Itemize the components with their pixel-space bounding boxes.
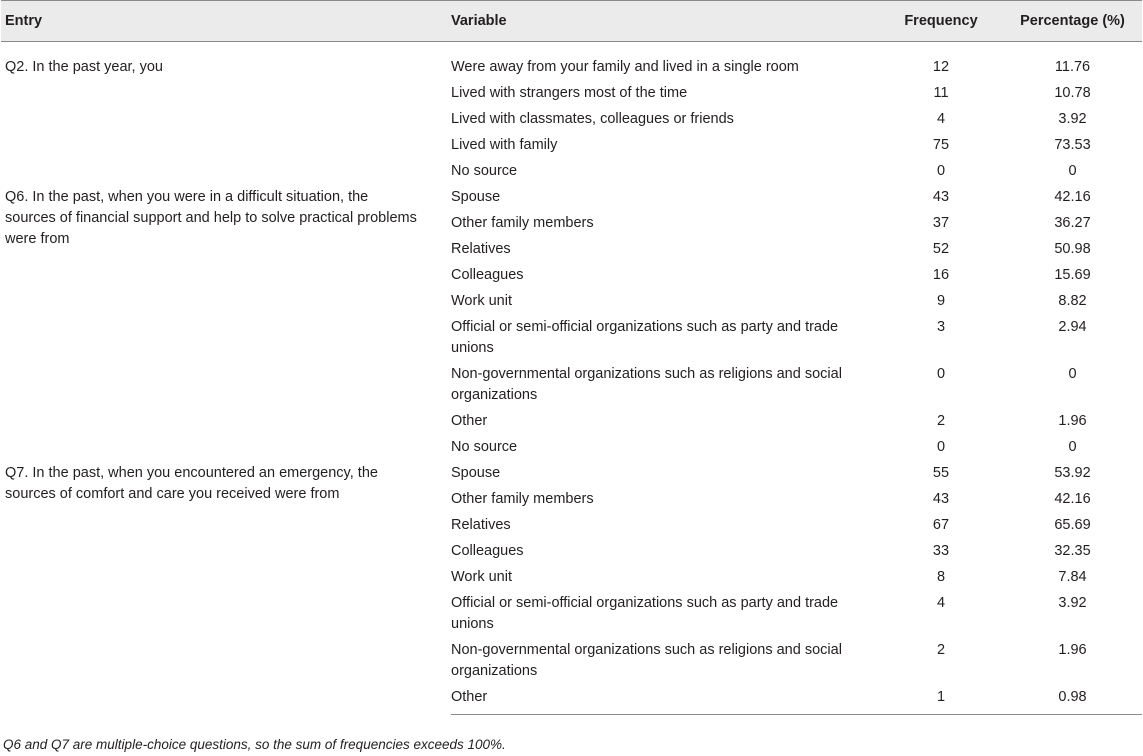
frequency-cell: 2 [936, 642, 946, 658]
variable-cell: Lived with classmates, colleagues or friends [451, 111, 734, 127]
variable-cell: No source [451, 439, 518, 455]
frequency-cell: 3 [936, 319, 946, 335]
variable-cell: Colleagues [451, 267, 524, 283]
entry-cell: Q7. In the past, when you encountered an emergency, the sources of comfort and care you received were from [5, 465, 378, 502]
percentage-cell: 15.69 [1054, 267, 1091, 283]
frequency-cell: 2 [936, 413, 946, 429]
entry-cell: Q6. In the past, when you were in a difficult situation, the sources of financial support and help to solve practical problems were from [5, 189, 417, 247]
percentage-cell: 3.92 [1058, 595, 1087, 611]
frequency-cell: 12 [932, 59, 950, 75]
frequency-cell: 4 [936, 595, 946, 611]
percentage-cell: 8.82 [1058, 293, 1087, 309]
table-row [1, 42, 1142, 81]
percentage-cell: 3.92 [1058, 111, 1087, 127]
frequency-cell: 9 [936, 293, 946, 309]
frequency-cell: 4 [936, 111, 946, 127]
percentage-cell: 2.94 [1058, 319, 1087, 335]
variable-cell: Non-governmental organizations such as religions and social organizations [451, 642, 842, 679]
percentage-cell: 42.16 [1054, 189, 1091, 205]
variable-cell: Relatives [451, 517, 511, 533]
variable-cell: Official or semi-official organizations such as party and trade unions [451, 595, 839, 632]
percentage-cell: 53.92 [1054, 465, 1091, 481]
percentage-cell: 0 [1068, 366, 1077, 382]
variable-cell: Colleagues [451, 543, 524, 559]
frequency-cell: 0 [936, 366, 946, 382]
percentage-cell: 50.98 [1054, 241, 1091, 257]
frequency-cell: 52 [932, 241, 950, 257]
variable-cell: Lived with family [451, 137, 558, 153]
table-row [1, 461, 1142, 487]
variable-cell: Were away from your family and lived in a single room [451, 59, 799, 75]
frequency-cell: 43 [932, 491, 950, 507]
frequency-cell: 8 [936, 569, 946, 585]
entry-cell: Q2. In the past year, you [5, 59, 163, 75]
percentage-cell: 11.76 [1054, 59, 1091, 75]
percentage-cell: 73.53 [1054, 137, 1091, 153]
percentage-cell: 32.35 [1054, 543, 1091, 559]
frequency-cell: 55 [932, 465, 950, 481]
variable-cell: Work unit [451, 569, 512, 585]
table-body [1, 42, 1142, 715]
percentage-cell: 1.96 [1058, 413, 1087, 429]
frequency-cell: 11 [933, 85, 949, 101]
table-header [1, 1, 1142, 42]
variable-cell: Spouse [451, 465, 501, 481]
data-table [1, 0, 1142, 715]
table-footnote: Q6 and Q7 are multiple-choice questions, so the sum of frequencies exceeds 100%. [3, 737, 506, 752]
variable-cell: Work unit [451, 293, 512, 309]
percentage-cell: 1.96 [1058, 642, 1087, 658]
percentage-cell: 0.98 [1003, 685, 1142, 715]
header-frequency: Frequency [879, 1, 1003, 42]
variable-cell: Non-governmental organizations such as religions and social organizations [451, 366, 842, 403]
header-entry: Entry [1, 1, 451, 42]
variable-cell: Other family members [451, 491, 594, 507]
variable-cell: Other [451, 685, 879, 715]
variable-cell: Lived with strangers most of the time [451, 85, 688, 101]
frequency-cell: 75 [932, 137, 950, 153]
frequency-cell: 67 [932, 517, 950, 533]
percentage-cell: 0 [1068, 163, 1077, 179]
variable-cell: Other [451, 413, 488, 429]
header-variable: Variable [451, 1, 879, 42]
variable-cell: Relatives [451, 241, 511, 257]
frequency-cell: 0 [936, 163, 946, 179]
percentage-cell: 65.69 [1054, 517, 1091, 533]
table-row [1, 185, 1142, 211]
percentage-cell: 10.78 [1054, 85, 1091, 101]
frequency-cell: 37 [932, 215, 950, 231]
percentage-cell: 7.84 [1058, 569, 1087, 585]
percentage-cell: 36.27 [1054, 215, 1091, 231]
percentage-cell: 0 [1068, 439, 1077, 455]
frequency-cell: 33 [932, 543, 950, 559]
variable-cell: No source [451, 163, 518, 179]
header-row [1, 1, 1142, 42]
frequency-cell: 1 [879, 685, 1003, 715]
header-percentage: Percentage (%) [1003, 1, 1142, 42]
variable-cell: Other family members [451, 215, 594, 231]
frequency-cell: 43 [932, 189, 950, 205]
frequency-cell: 16 [932, 267, 950, 283]
frequency-cell: 0 [936, 439, 946, 455]
variable-cell: Spouse [451, 189, 501, 205]
variable-cell: Official or semi-official organizations such as party and trade unions [451, 319, 839, 356]
percentage-cell: 42.16 [1054, 491, 1091, 507]
